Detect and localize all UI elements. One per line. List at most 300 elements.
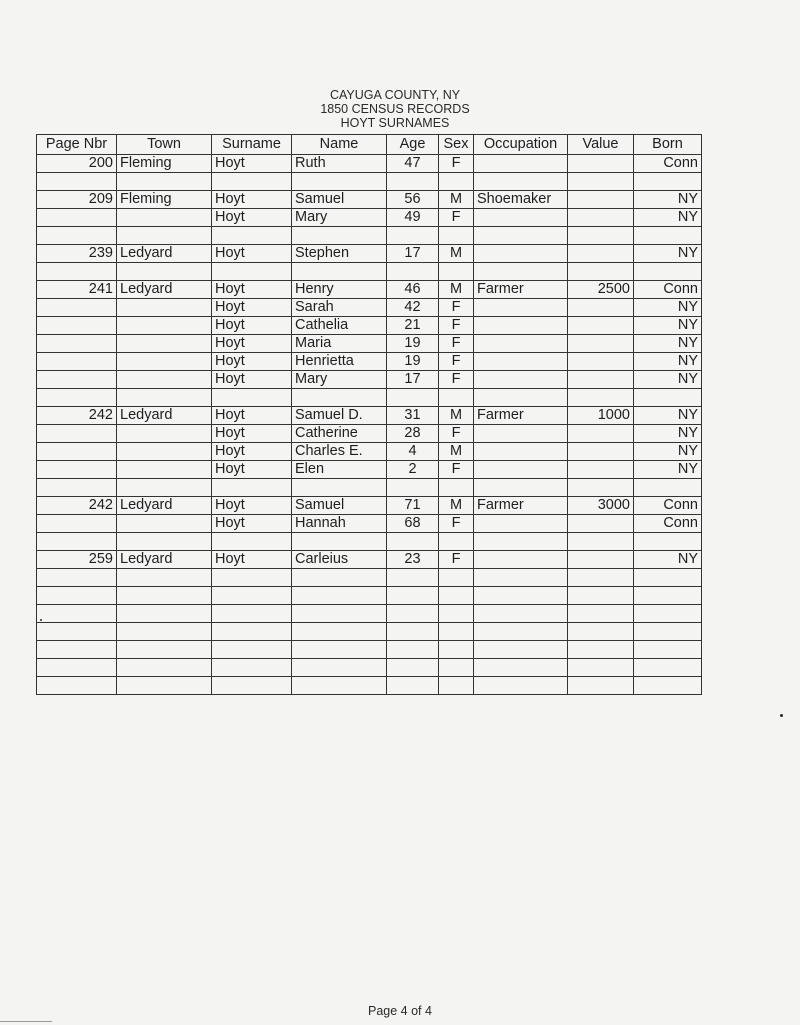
col-born: Born bbox=[634, 135, 702, 155]
cell-name: Hannah bbox=[292, 515, 387, 533]
col-page-nbr: Page Nbr bbox=[37, 135, 117, 155]
blank-cell bbox=[212, 587, 292, 605]
header-row bbox=[37, 135, 702, 155]
cell-page bbox=[37, 425, 117, 443]
blank-row bbox=[37, 623, 702, 641]
blank-cell bbox=[387, 641, 439, 659]
blank-cell bbox=[568, 659, 634, 677]
cell-occupation bbox=[474, 245, 568, 263]
cell-occupation: Farmer bbox=[474, 407, 568, 425]
document-header bbox=[300, 88, 490, 130]
table-row bbox=[37, 497, 702, 515]
cell-surname: Hoyt bbox=[212, 515, 292, 533]
blank-cell bbox=[117, 227, 212, 245]
cell-sex: F bbox=[439, 353, 474, 371]
blank-cell bbox=[117, 641, 212, 659]
table-row bbox=[37, 443, 702, 461]
cell-born: NY bbox=[634, 299, 702, 317]
cell-occupation: Farmer bbox=[474, 497, 568, 515]
cell-sex: M bbox=[439, 497, 474, 515]
cell-surname: Hoyt bbox=[212, 371, 292, 389]
blank-cell bbox=[292, 173, 387, 191]
cell-sex: F bbox=[439, 335, 474, 353]
blank-row bbox=[37, 479, 702, 497]
blank-cell bbox=[568, 677, 634, 695]
blank-cell bbox=[568, 533, 634, 551]
col-value: Value bbox=[568, 135, 634, 155]
blank-cell bbox=[387, 227, 439, 245]
cell-sex: F bbox=[439, 299, 474, 317]
cell-town bbox=[117, 353, 212, 371]
blank-cell bbox=[439, 227, 474, 245]
cell-value bbox=[568, 245, 634, 263]
table-row bbox=[37, 425, 702, 443]
cell-page bbox=[37, 209, 117, 227]
cell-sex: F bbox=[439, 425, 474, 443]
cell-age: 42 bbox=[387, 299, 439, 317]
cell-town: Ledyard bbox=[117, 551, 212, 569]
cell-value bbox=[568, 443, 634, 461]
cell-page bbox=[37, 299, 117, 317]
cell-born: NY bbox=[634, 425, 702, 443]
cell-town: Ledyard bbox=[117, 245, 212, 263]
cell-sex: F bbox=[439, 551, 474, 569]
cell-surname: Hoyt bbox=[212, 191, 292, 209]
cell-name: Catherine bbox=[292, 425, 387, 443]
cell-surname: Hoyt bbox=[212, 281, 292, 299]
scan-edge-mark bbox=[0, 1021, 52, 1022]
blank-cell bbox=[292, 533, 387, 551]
cell-sex: F bbox=[439, 317, 474, 335]
cell-town bbox=[117, 443, 212, 461]
cell-name: Mary bbox=[292, 371, 387, 389]
blank-cell bbox=[117, 659, 212, 677]
cell-town: Fleming bbox=[117, 191, 212, 209]
blank-cell bbox=[474, 587, 568, 605]
cell-value bbox=[568, 371, 634, 389]
blank-cell bbox=[212, 173, 292, 191]
cell-sex: F bbox=[439, 209, 474, 227]
cell-page bbox=[37, 335, 117, 353]
cell-surname: Hoyt bbox=[212, 155, 292, 173]
cell-occupation bbox=[474, 551, 568, 569]
cell-sex: M bbox=[439, 245, 474, 263]
blank-cell bbox=[474, 605, 568, 623]
col-name: Name bbox=[292, 135, 387, 155]
cell-name: Cathelia bbox=[292, 317, 387, 335]
blank-cell bbox=[212, 569, 292, 587]
blank-cell bbox=[634, 641, 702, 659]
blank-row bbox=[37, 659, 702, 677]
table-row bbox=[37, 317, 702, 335]
cell-page bbox=[37, 371, 117, 389]
cell-page bbox=[37, 515, 117, 533]
blank-cell bbox=[387, 173, 439, 191]
blank-cell bbox=[37, 659, 117, 677]
table-row bbox=[37, 515, 702, 533]
table-row bbox=[37, 209, 702, 227]
blank-cell bbox=[117, 587, 212, 605]
cell-town bbox=[117, 335, 212, 353]
cell-age: 17 bbox=[387, 371, 439, 389]
cell-born: NY bbox=[634, 443, 702, 461]
cell-town bbox=[117, 371, 212, 389]
table-row bbox=[37, 191, 702, 209]
table-row bbox=[37, 155, 702, 173]
cell-born: NY bbox=[634, 353, 702, 371]
blank-cell bbox=[37, 623, 117, 641]
table-row bbox=[37, 551, 702, 569]
cell-occupation bbox=[474, 335, 568, 353]
cell-town bbox=[117, 515, 212, 533]
blank-cell bbox=[439, 659, 474, 677]
table-row bbox=[37, 461, 702, 479]
blank-cell bbox=[212, 227, 292, 245]
blank-cell bbox=[474, 173, 568, 191]
table-row bbox=[37, 407, 702, 425]
cell-born: NY bbox=[634, 317, 702, 335]
cell-age: 46 bbox=[387, 281, 439, 299]
blank-cell bbox=[117, 533, 212, 551]
blank-row bbox=[37, 677, 702, 695]
blank-row bbox=[37, 587, 702, 605]
blank-cell bbox=[37, 569, 117, 587]
cell-born: NY bbox=[634, 209, 702, 227]
col-town: Town bbox=[117, 135, 212, 155]
census-table bbox=[36, 134, 702, 695]
cell-page: 241 bbox=[37, 281, 117, 299]
col-surname: Surname bbox=[212, 135, 292, 155]
blank-cell bbox=[568, 641, 634, 659]
cell-age: 49 bbox=[387, 209, 439, 227]
page-number: Page 4 of 4 bbox=[368, 1004, 432, 1018]
blank-cell bbox=[292, 677, 387, 695]
cell-occupation bbox=[474, 299, 568, 317]
blank-cell bbox=[634, 479, 702, 497]
cell-page: 239 bbox=[37, 245, 117, 263]
cell-surname: Hoyt bbox=[212, 407, 292, 425]
cell-age: 47 bbox=[387, 155, 439, 173]
cell-value bbox=[568, 515, 634, 533]
cell-sex: F bbox=[439, 371, 474, 389]
blank-cell bbox=[439, 389, 474, 407]
cell-born: Conn bbox=[634, 281, 702, 299]
cell-age: 68 bbox=[387, 515, 439, 533]
blank-cell bbox=[568, 479, 634, 497]
blank-cell bbox=[387, 605, 439, 623]
blank-cell bbox=[568, 605, 634, 623]
table-row bbox=[37, 299, 702, 317]
blank-cell bbox=[634, 533, 702, 551]
cell-page bbox=[37, 317, 117, 335]
blank-cell bbox=[568, 587, 634, 605]
blank-cell bbox=[292, 623, 387, 641]
blank-cell bbox=[439, 605, 474, 623]
blank-cell bbox=[292, 389, 387, 407]
blank-cell bbox=[568, 389, 634, 407]
blank-row bbox=[37, 569, 702, 587]
cell-born: NY bbox=[634, 461, 702, 479]
cell-value: 2500 bbox=[568, 281, 634, 299]
table-row bbox=[37, 353, 702, 371]
header-records: 1850 CENSUS RECORDS bbox=[320, 102, 470, 116]
blank-cell bbox=[37, 605, 117, 623]
cell-born: Conn bbox=[634, 497, 702, 515]
cell-town bbox=[117, 209, 212, 227]
cell-surname: Hoyt bbox=[212, 209, 292, 227]
cell-town: Ledyard bbox=[117, 281, 212, 299]
blank-cell bbox=[212, 389, 292, 407]
cell-born: NY bbox=[634, 335, 702, 353]
blank-cell bbox=[37, 677, 117, 695]
blank-cell bbox=[634, 587, 702, 605]
blank-cell bbox=[439, 587, 474, 605]
blank-cell bbox=[387, 263, 439, 281]
cell-value bbox=[568, 551, 634, 569]
blank-row bbox=[37, 263, 702, 281]
cell-born: NY bbox=[634, 245, 702, 263]
blank-cell bbox=[634, 227, 702, 245]
blank-cell bbox=[212, 263, 292, 281]
cell-town: Ledyard bbox=[117, 407, 212, 425]
cell-name: Henry bbox=[292, 281, 387, 299]
cell-page: 242 bbox=[37, 497, 117, 515]
blank-row bbox=[37, 173, 702, 191]
blank-cell bbox=[117, 263, 212, 281]
table-row bbox=[37, 371, 702, 389]
blank-row bbox=[37, 227, 702, 245]
blank-cell bbox=[387, 677, 439, 695]
cell-page: 200 bbox=[37, 155, 117, 173]
blank-cell bbox=[439, 479, 474, 497]
cell-value bbox=[568, 353, 634, 371]
cell-surname: Hoyt bbox=[212, 551, 292, 569]
cell-age: 19 bbox=[387, 335, 439, 353]
cell-age: 56 bbox=[387, 191, 439, 209]
blank-cell bbox=[474, 389, 568, 407]
cell-name: Samuel D. bbox=[292, 407, 387, 425]
blank-cell bbox=[634, 263, 702, 281]
header-surnames: HOYT SURNAMES bbox=[340, 116, 450, 130]
cell-name: Stephen bbox=[292, 245, 387, 263]
cell-surname: Hoyt bbox=[212, 245, 292, 263]
blank-cell bbox=[634, 569, 702, 587]
blank-cell bbox=[634, 389, 702, 407]
cell-value: 3000 bbox=[568, 497, 634, 515]
cell-sex: M bbox=[439, 191, 474, 209]
blank-cell bbox=[37, 533, 117, 551]
cell-occupation bbox=[474, 317, 568, 335]
census-body bbox=[37, 155, 702, 695]
cell-born: Conn bbox=[634, 155, 702, 173]
cell-occupation bbox=[474, 371, 568, 389]
cell-name: Maria bbox=[292, 335, 387, 353]
cell-surname: Hoyt bbox=[212, 443, 292, 461]
blank-cell bbox=[634, 623, 702, 641]
blank-cell bbox=[117, 389, 212, 407]
cell-name: Ruth bbox=[292, 155, 387, 173]
blank-cell bbox=[439, 641, 474, 659]
cell-value bbox=[568, 155, 634, 173]
scan-speck bbox=[780, 714, 783, 717]
col-sex: Sex bbox=[439, 135, 474, 155]
cell-page: 259 bbox=[37, 551, 117, 569]
cell-age: 23 bbox=[387, 551, 439, 569]
blank-cell bbox=[387, 623, 439, 641]
blank-row bbox=[37, 605, 702, 623]
blank-cell bbox=[292, 587, 387, 605]
blank-cell bbox=[568, 623, 634, 641]
cell-value bbox=[568, 209, 634, 227]
blank-cell bbox=[292, 605, 387, 623]
cell-value bbox=[568, 335, 634, 353]
cell-born: NY bbox=[634, 407, 702, 425]
cell-occupation bbox=[474, 155, 568, 173]
cell-age: 31 bbox=[387, 407, 439, 425]
blank-cell bbox=[117, 677, 212, 695]
cell-name: Elen bbox=[292, 461, 387, 479]
cell-occupation: Farmer bbox=[474, 281, 568, 299]
blank-cell bbox=[292, 641, 387, 659]
blank-cell bbox=[212, 623, 292, 641]
blank-cell bbox=[37, 389, 117, 407]
cell-age: 2 bbox=[387, 461, 439, 479]
blank-cell bbox=[117, 569, 212, 587]
blank-cell bbox=[439, 173, 474, 191]
cell-born: NY bbox=[634, 191, 702, 209]
cell-town bbox=[117, 425, 212, 443]
col-age: Age bbox=[387, 135, 439, 155]
blank-cell bbox=[474, 641, 568, 659]
cell-town bbox=[117, 299, 212, 317]
blank-row bbox=[37, 389, 702, 407]
blank-cell bbox=[474, 533, 568, 551]
cell-born: Conn bbox=[634, 515, 702, 533]
table-row bbox=[37, 245, 702, 263]
blank-cell bbox=[474, 677, 568, 695]
cell-value bbox=[568, 317, 634, 335]
blank-cell bbox=[212, 605, 292, 623]
cell-name: Sarah bbox=[292, 299, 387, 317]
table-row bbox=[37, 281, 702, 299]
cell-town bbox=[117, 317, 212, 335]
cell-occupation bbox=[474, 425, 568, 443]
blank-cell bbox=[292, 479, 387, 497]
blank-cell bbox=[568, 173, 634, 191]
blank-cell bbox=[387, 533, 439, 551]
blank-cell bbox=[212, 641, 292, 659]
blank-cell bbox=[212, 659, 292, 677]
blank-cell bbox=[387, 479, 439, 497]
blank-cell bbox=[568, 263, 634, 281]
blank-cell bbox=[439, 569, 474, 587]
cell-sex: M bbox=[439, 281, 474, 299]
blank-cell bbox=[634, 659, 702, 677]
blank-cell bbox=[439, 263, 474, 281]
cell-name: Carleius bbox=[292, 551, 387, 569]
blank-cell bbox=[439, 623, 474, 641]
cell-value bbox=[568, 461, 634, 479]
cell-page: 209 bbox=[37, 191, 117, 209]
cell-age: 19 bbox=[387, 353, 439, 371]
cell-surname: Hoyt bbox=[212, 461, 292, 479]
cell-born: NY bbox=[634, 551, 702, 569]
blank-cell bbox=[387, 569, 439, 587]
cell-value: 1000 bbox=[568, 407, 634, 425]
cell-sex: M bbox=[439, 443, 474, 461]
blank-cell bbox=[568, 569, 634, 587]
cell-surname: Hoyt bbox=[212, 335, 292, 353]
blank-cell bbox=[292, 569, 387, 587]
header-county: CAYUGA COUNTY, NY bbox=[329, 88, 461, 102]
blank-cell bbox=[634, 605, 702, 623]
blank-cell bbox=[387, 587, 439, 605]
blank-cell bbox=[212, 479, 292, 497]
cell-sex: F bbox=[439, 155, 474, 173]
cell-age: 4 bbox=[387, 443, 439, 461]
cell-age: 71 bbox=[387, 497, 439, 515]
blank-cell bbox=[568, 227, 634, 245]
cell-value bbox=[568, 191, 634, 209]
cell-sex: F bbox=[439, 461, 474, 479]
blank-cell bbox=[474, 569, 568, 587]
blank-cell bbox=[212, 533, 292, 551]
blank-row bbox=[37, 641, 702, 659]
col-occupation: Occupation bbox=[474, 135, 568, 155]
cell-occupation: Shoemaker bbox=[474, 191, 568, 209]
blank-cell bbox=[292, 263, 387, 281]
cell-occupation bbox=[474, 209, 568, 227]
blank-cell bbox=[117, 623, 212, 641]
cell-town: Fleming bbox=[117, 155, 212, 173]
cell-name: Henrietta bbox=[292, 353, 387, 371]
blank-cell bbox=[37, 227, 117, 245]
cell-age: 21 bbox=[387, 317, 439, 335]
blank-cell bbox=[634, 173, 702, 191]
cell-surname: Hoyt bbox=[212, 425, 292, 443]
cell-occupation bbox=[474, 443, 568, 461]
blank-cell bbox=[387, 659, 439, 677]
cell-occupation bbox=[474, 515, 568, 533]
cell-occupation bbox=[474, 353, 568, 371]
blank-cell bbox=[117, 605, 212, 623]
blank-cell bbox=[37, 479, 117, 497]
blank-cell bbox=[474, 227, 568, 245]
cell-page bbox=[37, 461, 117, 479]
cell-sex: F bbox=[439, 515, 474, 533]
blank-cell bbox=[117, 173, 212, 191]
cell-surname: Hoyt bbox=[212, 497, 292, 515]
cell-surname: Hoyt bbox=[212, 353, 292, 371]
cell-occupation bbox=[474, 461, 568, 479]
cell-page bbox=[37, 353, 117, 371]
blank-cell bbox=[37, 641, 117, 659]
cell-name: Mary bbox=[292, 209, 387, 227]
blank-cell bbox=[117, 479, 212, 497]
blank-cell bbox=[387, 389, 439, 407]
table-row bbox=[37, 335, 702, 353]
cell-value bbox=[568, 425, 634, 443]
blank-cell bbox=[292, 659, 387, 677]
blank-cell bbox=[474, 479, 568, 497]
cell-born: NY bbox=[634, 371, 702, 389]
blank-cell bbox=[634, 677, 702, 695]
blank-cell bbox=[439, 533, 474, 551]
blank-cell bbox=[474, 623, 568, 641]
cell-value bbox=[568, 299, 634, 317]
cell-name: Samuel bbox=[292, 191, 387, 209]
cell-name: Charles E. bbox=[292, 443, 387, 461]
